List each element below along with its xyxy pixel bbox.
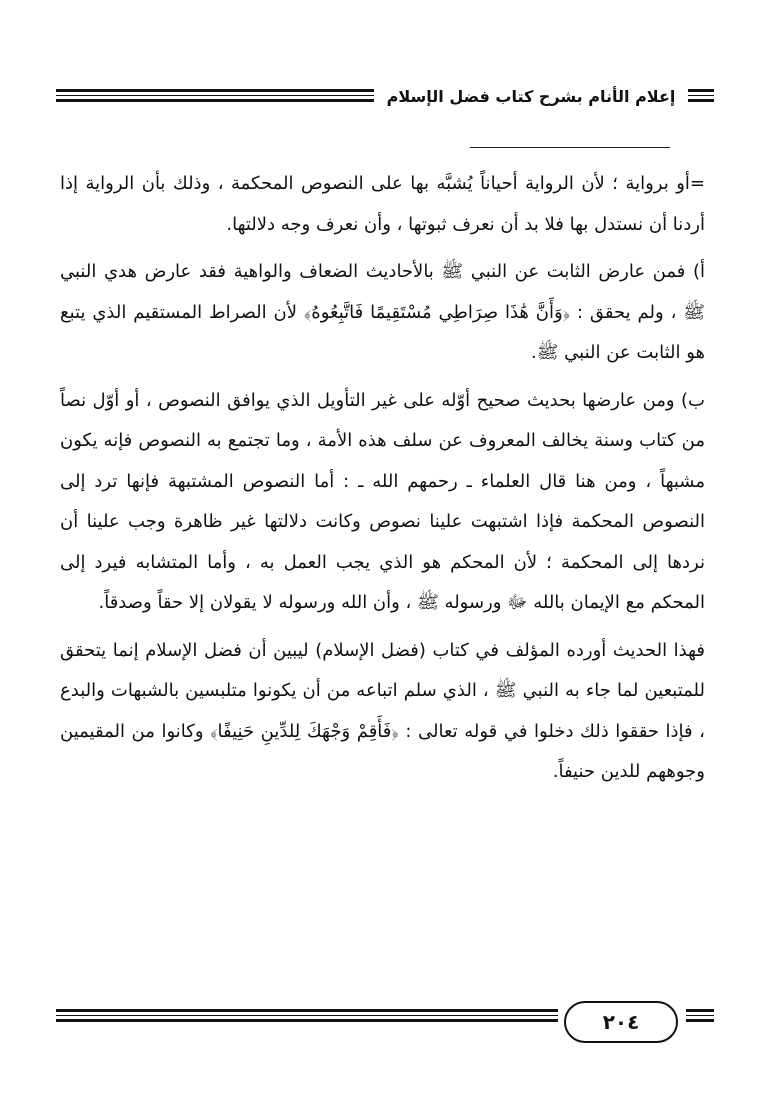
page-body <box>60 164 705 793</box>
header-rule-left <box>56 89 374 105</box>
header-rule-right <box>688 89 714 105</box>
footer-rule-right <box>686 1009 714 1025</box>
page-footer <box>56 1001 714 1051</box>
running-title: إعلام الأنام بشرح كتاب فضل الإسلام <box>386 87 676 106</box>
paragraph-conclusion: فهذا الحديث أورده المؤلف في كتاب (فضل الإسلام) ليبين أن فضل الإسلام إنما يتحقق للمتبعين لما جاء به النبي ﷺ ، الذي سلم اتباعه من أن يكونوا متلبسين بالشبهات والبدع ، فإذا حققوا ذلك دخلوا في قوله تعالى : ﴿فَأَقِمْ وَجْهَكَ لِلدِّينِ حَنِيفًا﴾ وكانوا من المقيمين وجوههم للدين حنيفاً. <box>60 639 705 782</box>
paragraph-point-a: أ) فمن عارض الثابت عن النبي ﷺ بالأحاديث الضعاف والواهية فقد عارض هدي النبي ﷺ ، ولم يحقق : ﴿وَأَنَّ هَٰذَا صِرَاطِي مُسْتَقِيمًا فَاتَّبِعُوهُ﴾ لأن الصراط المستقيم الذي يتبع هو الثابت عن النبي ﷺ. <box>60 261 705 363</box>
footnote-divider <box>470 147 670 148</box>
page-header <box>56 84 714 110</box>
paragraph-point-b: ب) ومن عارضها بحديث صحيح أوّله على غير التأويل الذي يوافق النصوص ، أو أوّل نصاً من كتاب وسنة يخالف المعروف عن سلف هذه الأمة ، وما تجتمع به النصوص فإنه يكون مشبهاً ، ومن هنا قال العلماء ـ رحمهم الله ـ : أما النصوص المشتبهة فإنها ترد إلى النصوص المحكمة فإذا اشتبهت علينا نصوص وكانت دلالتها غير ظاهرة وجب علينا أن نردها إلى المحكمة ؛ لأن المحكم هو الذي يجب العمل به ، وأما المتشابه فيرد إلى المحكم مع الإيمان بالله ﷻ ورسوله ﷺ ، وأن الله ورسوله لا يقولان إلا حقاً وصدقاً. <box>60 389 705 613</box>
page-number: ٢٠٤ <box>602 1010 640 1034</box>
page-number-badge <box>564 1001 678 1043</box>
paragraph-footnote-continuation: =أو برواية ؛ لأن الرواية أحياناً يُشبَّه بها على النصوص المحكمة ، وذلك بأن الرواية إذا أردنا أن نستدل بها فلا بد أن نعرف ثبوتها ، وأن نعرف وجه دلالتها. <box>60 173 705 235</box>
footer-rule-left <box>56 1009 558 1025</box>
